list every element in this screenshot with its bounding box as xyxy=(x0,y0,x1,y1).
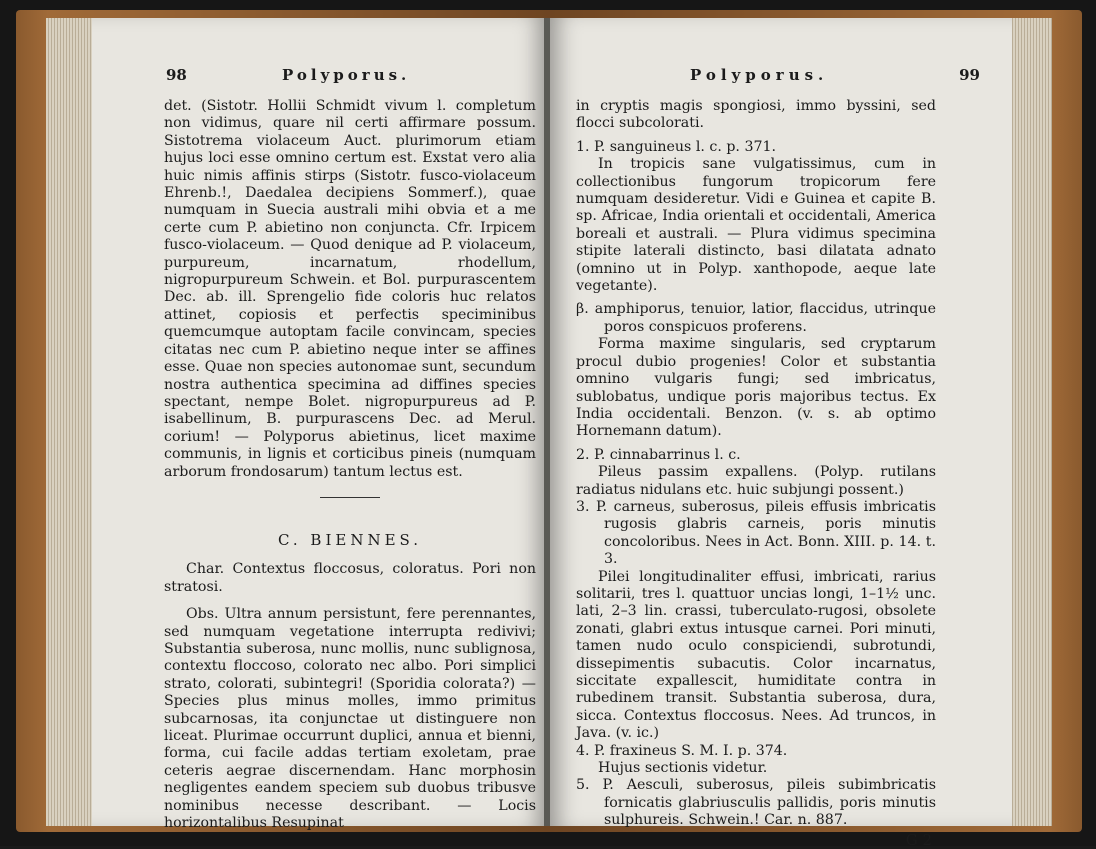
left-paragraph: det. (Sistotr. Hollii Schmidt vivum l. completum non vidimus, quare nil certi affirmare possum. Sistotrema violaceum Auct. plurimorum etiam hujus loci esse omnino certum est. Exstat vero alia huic nimis affinis stirps (Sistotr. fusco-violaceum Ehrenb.!, Daedalea decipiens Sommerf.), quae numquam in Suecia australi mihi obvia et a me certe cum P. abietino non conjuncta. Cfr. Irpicem fusco-violaceum. — Quod denique ad P. violaceum, purpureum, incarnatum, rhodellum, nigropurpureum Schwein. et Bol. purpurascentem Dec. ab. ill. Sprengelio fide coloris huc relatos attinet, copiosis et perfectis speciminibus quemcumque autoptam facile convincam, species citatas nec cum P. abietino neque inter se affines esse. Quae non species autonomae sunt, secundum nostra authentica specimina ad diffines species spectant, nempe Bolet. nigropurpureus ad P. isabellinum, B. purpurascens Dec. ad Merul. corium! — Polyporus abietinus, licet maxime communis, in lignis et corticibus pineis (numquam arborum frondosarum) tantum lectus est. xyxy=(164,98,536,480)
section-title: C. BIENNES. xyxy=(277,530,423,549)
obs-paragraph: Obs. Ultra annum persistunt, fere perennantes, sed numquam vegetatione interrupta redivivi; Substantia suberosa, nunc mollis, nunc sublignosa, contextu floccoso, colorato nec albo. Pori simplici strato, colorati, subintegri! (Sporidia colorata?) — Species plus minus molles, immo primitus subcarnosas, ita conjunctae ut distinguere non liceat. Plurimae occurrunt duplici, annua et bienni, forma, cui facile addas tertiam exoletam, prae ceteris aegrae discernendam. Hanc morphosin negligentes eandem speciem sub duobus tribusve nominibus necesse describant. — Locis horizontalibus Resupinat xyxy=(164,606,536,832)
right-body xyxy=(576,98,936,849)
page-edges-right xyxy=(1010,18,1052,826)
left-header xyxy=(92,66,546,92)
entry-4-text: Hujus sectionis videtur. xyxy=(598,760,768,777)
entry-1-heading: 1. P. sanguineus l. c. p. 371. xyxy=(576,138,777,155)
right-header xyxy=(550,66,1012,92)
signature-mark: G 2 xyxy=(905,830,932,849)
entry-1-text: In tropicis sane vulgatissimus, cum in collectionibus fungorum tropicorum fere numquam desideretur. Vidi e Guinea et capite B. sp. Africae, India orientali et occidentali, America boreali et australi. — Plura vidimus specimina stipite laterali distincto, basi dilatata adnato (omnino ut in Polyp. xanthopode, aeque late vegetante). xyxy=(576,156,936,295)
variety-beta: β. amphiporus, tenuior, latior, flaccidus, utrinque poros conspicuos proferens. xyxy=(576,301,936,335)
entry-3-heading: 3. P. carneus, suberosus, pileis effusis imbricatis rugosis glabris carneis, poris minutis concoloribus. Nees in Act. Bonn. XIII. p. 14. t. 3. xyxy=(576,498,936,568)
left-page-number: 98 xyxy=(166,66,187,84)
variety-beta-text: Forma maxime singularis, sed cryptarum procul dubio progenies! Color et substantia omnino vulgaris fungi; sed imbricatus, sublobatus, undique poris majoribus tectus. Ex India occidentali. Benzon. (v. s. ab optimo Hornemann datum). xyxy=(576,336,936,440)
left-page xyxy=(92,18,546,832)
right-page-number: 99 xyxy=(959,66,980,84)
entry-3-text: Pilei longitudinaliter effusi, imbricati, rarius solitarii, tres l. quattuor uncias longi, 1–1½ unc. lati, 2–3 lin. crassi, tuberculato-rugosi, obsolete zonati, glabri extus intusque carnei. Pori minuti, tamen nudo oculo conspiciendi, subrotundi, dissepimentis subacutis. Color incarnatus, siccitate expallescit, humiditate contra in rubedinem transit. Substantia suberosa, dura, sicca. Contextus floccosus. Nees. Ad truncos, in Java. (v. ic.) xyxy=(576,568,936,742)
page-edges-left xyxy=(46,18,96,826)
entry-2-heading: 2. P. cinnabarrinus l. c. xyxy=(576,446,741,463)
continuation-text: in cryptis magis spongiosi, immo byssini, sed flocci subcolorati. xyxy=(576,98,936,132)
left-running-head: Polyporus. xyxy=(282,66,411,84)
char-paragraph: Char. Contextus floccosus, coloratus. Pori non stratosi. xyxy=(164,561,536,595)
right-running-head: Polyporus. xyxy=(690,66,829,84)
entry-4-heading: 4. P. fraxineus S. M. I. p. 374. xyxy=(576,742,788,759)
entry-5-heading: 5. P. Aesculi, suberosus, pileis subimbricatis fornicatis glabriusculis pallidis, poris minutis sulphureis. Schwein.! Car. n. 887. xyxy=(576,777,936,829)
section-divider xyxy=(320,497,380,498)
right-page xyxy=(550,18,1012,849)
left-body xyxy=(164,98,536,832)
entry-2-text: Pileus passim expallens. (Polyp. rutilans radiatus nidulans etc. huic subjungi possent.) xyxy=(576,464,936,498)
